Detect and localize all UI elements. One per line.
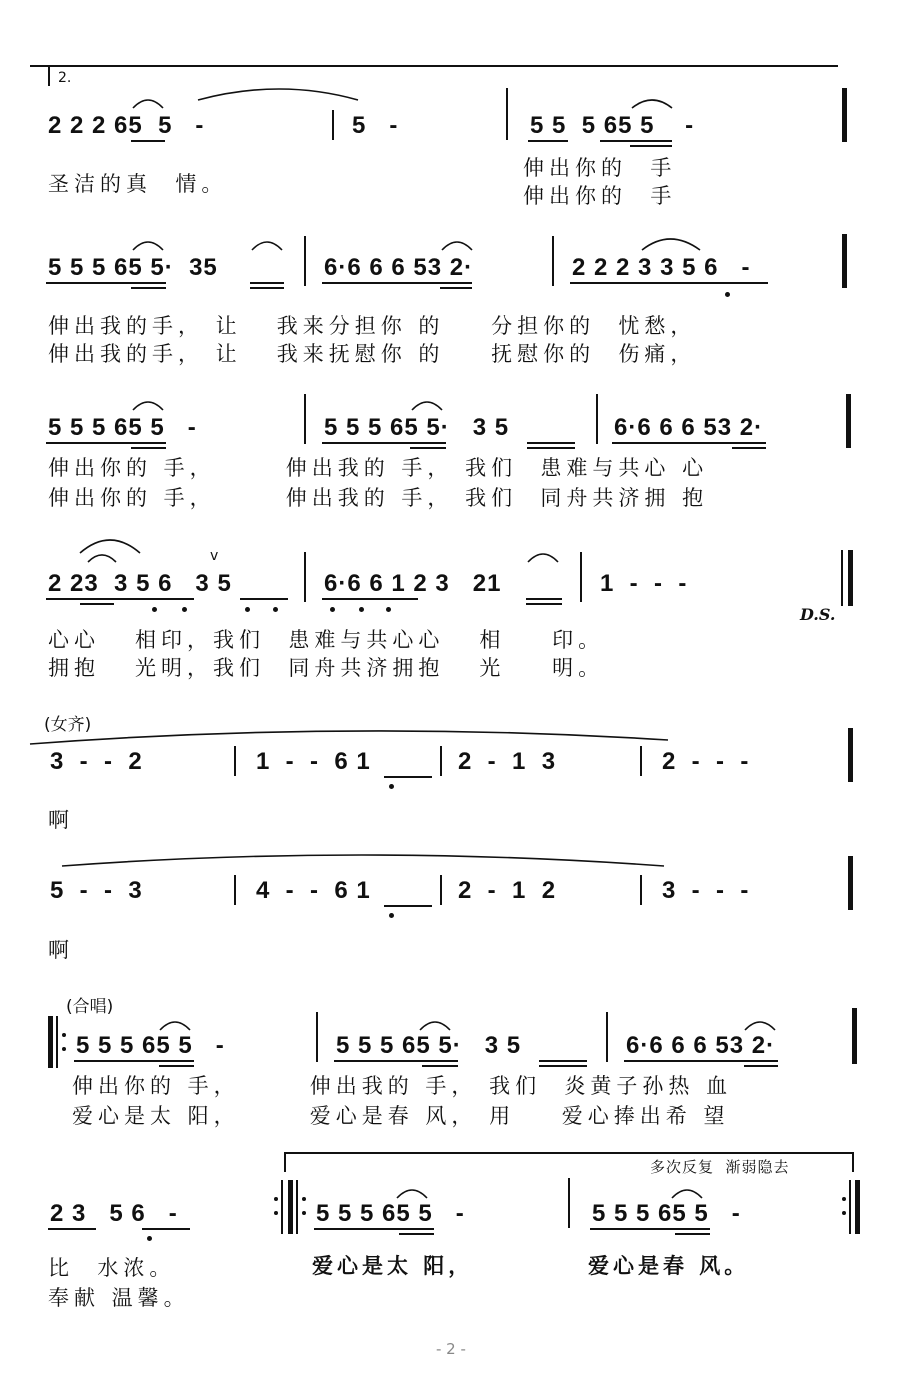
dot-below	[245, 607, 250, 612]
repeat-start-thin	[56, 1016, 58, 1068]
lyric-row5: 啊	[48, 808, 74, 832]
notation-row6-m1: 5 - - 3	[50, 877, 143, 904]
section-label-female: (女齐)	[44, 715, 92, 735]
barline-thick	[848, 728, 853, 782]
lyric-row3-line2: 伸出你的 手， 伸出我的 手， 我们 同舟共济拥 抱	[48, 486, 709, 510]
underline	[80, 603, 114, 605]
barline-thick	[846, 394, 851, 448]
final-barline	[848, 550, 853, 606]
lyric-row8-c: 爱心是春 风。	[588, 1254, 750, 1278]
underline	[539, 1060, 587, 1062]
section-label-chorus: (合唱)	[66, 997, 114, 1017]
underline	[142, 1228, 190, 1230]
underline	[675, 1233, 710, 1235]
underline	[74, 1060, 194, 1062]
volta-bracket-top	[284, 1152, 854, 1154]
repeat-dot	[842, 1197, 846, 1201]
notation-row2-m2: 6·6 6 6 53 2·	[324, 254, 474, 281]
barline	[596, 394, 598, 444]
barline	[332, 110, 334, 140]
barline	[304, 552, 306, 602]
notation-row4-m2: 6·6 6 1 2 3 21	[324, 570, 502, 597]
notation-row5-m2: 1 - - 6 1	[256, 748, 371, 775]
repeat-start-thick	[48, 1016, 53, 1068]
underline	[399, 1233, 434, 1235]
dot-below	[389, 784, 394, 789]
notation-row1-m1: 2 2 2 65 5 -	[48, 112, 205, 139]
barline	[304, 394, 306, 444]
underline	[48, 1228, 96, 1230]
dot-below	[330, 607, 335, 612]
lyric-row1-a: 圣洁的真 情。	[48, 172, 228, 196]
underline	[384, 905, 432, 907]
underline	[384, 776, 432, 778]
barline	[552, 236, 554, 286]
underline	[334, 1060, 458, 1062]
dot-below	[386, 607, 391, 612]
underline	[539, 1065, 587, 1067]
underline	[322, 598, 418, 600]
barline-thick	[852, 1008, 857, 1064]
underline	[744, 1065, 778, 1067]
dot-below	[359, 607, 364, 612]
notation-row6-m2: 4 - - 6 1	[256, 877, 371, 904]
breath-mark: v	[210, 548, 219, 564]
repeat-dot	[302, 1211, 306, 1215]
underline	[314, 1228, 434, 1230]
notation-row2-m1: 5 5 5 65 5· 35	[48, 254, 218, 281]
barline	[580, 552, 582, 602]
lyric-row2-line1: 伸出我的手， 让 我来分担你 的 分担你的 忧愁，	[48, 314, 697, 338]
underline	[410, 447, 446, 449]
lyric-row6: 啊	[48, 938, 74, 962]
lyric-row8-b: 爱心是太 阳，	[312, 1254, 474, 1278]
notation-row7-m1: 5 5 5 65 5 -	[76, 1032, 225, 1059]
barline	[568, 1178, 570, 1228]
repeat-dot	[62, 1033, 66, 1037]
underline	[250, 282, 284, 284]
underline	[527, 447, 575, 449]
barline	[234, 746, 236, 776]
notation-row5-m4: 2 - - -	[662, 748, 750, 775]
notation-row3-m1: 5 5 5 65 5 -	[48, 414, 197, 441]
underline	[732, 447, 766, 449]
barline-thick	[842, 88, 847, 142]
lyric-row8-line2: 奉献 温馨。	[48, 1286, 190, 1310]
underline	[46, 598, 194, 600]
underline	[624, 1060, 778, 1062]
repeat-dot	[274, 1197, 278, 1201]
underline	[131, 447, 166, 449]
barline	[640, 875, 642, 905]
dot-below	[147, 1236, 152, 1241]
lyric-row4-line2: 拥抱 光明，我们 同舟共济拥抱 光 明。	[48, 656, 605, 680]
notation-row1-m2: 5 -	[352, 112, 399, 139]
underline	[528, 140, 568, 142]
page-number: - 2 -	[436, 1340, 466, 1358]
underline	[526, 598, 562, 600]
volta-instruction: 多次反复 渐弱隐去	[650, 1158, 790, 1176]
underline	[440, 287, 472, 289]
volta-bracket-start	[284, 1152, 286, 1172]
repeat-end-thick	[855, 1180, 860, 1234]
barline	[234, 875, 236, 905]
volta-2-label: 2.	[58, 70, 72, 86]
lyric-row2-line2: 伸出我的手， 让 我来抚慰你 的 抚慰你的 伤痛，	[48, 342, 697, 366]
underline	[131, 287, 166, 289]
dot-below	[273, 607, 278, 612]
underline	[422, 1065, 458, 1067]
notation-row5-m1: 3 - - 2	[50, 748, 143, 775]
barline	[640, 746, 642, 776]
repeat-dot	[62, 1047, 66, 1051]
underline	[612, 442, 766, 444]
repeat-dot	[302, 1197, 306, 1201]
underline	[527, 442, 575, 444]
barline	[316, 1012, 318, 1062]
underline	[131, 140, 165, 142]
notation-row1-m3: 5 5 5 65 5 -	[530, 112, 695, 139]
lyric-row7-line1: 伸出你的 手， 伸出我的 手， 我们 炎黄子孙热 血	[72, 1074, 733, 1098]
underline	[46, 442, 166, 444]
underline	[322, 442, 446, 444]
underline	[240, 598, 288, 600]
lyric-row3-line1: 伸出你的 手， 伸出我的 手， 我们 患难与共心 心	[48, 456, 709, 480]
repeat-end-thin	[849, 1180, 851, 1234]
barline	[606, 1012, 608, 1062]
barline	[506, 88, 508, 140]
notation-row4-m3: 1 - - -	[600, 570, 688, 597]
dot-below	[182, 607, 187, 612]
barline-thick	[848, 856, 853, 910]
lyric-row1-c: 伸出你的 手	[523, 184, 677, 208]
underline	[322, 282, 472, 284]
notation-row2-m3: 2 2 2 3 3 5 6 -	[572, 254, 751, 281]
underline	[600, 140, 672, 142]
repeat-end-thick	[288, 1180, 293, 1234]
lyric-row7-line2: 爱心是太 阳， 爱心是春 风， 用 爱心捧出希 望	[72, 1104, 730, 1128]
volta-bracket-end	[852, 1152, 854, 1172]
barline-thick	[842, 234, 847, 288]
repeat-end-thin	[281, 1180, 283, 1234]
notation-row8-m2: 5 5 5 65 5 -	[316, 1200, 465, 1227]
notation-row3-m3: 6·6 6 6 53 2·	[614, 414, 764, 441]
barline	[304, 236, 306, 286]
underline	[526, 603, 562, 605]
notation-row6-m3: 2 - 1 2	[458, 877, 557, 904]
underline	[570, 282, 768, 284]
underline	[630, 145, 672, 147]
lyric-row4-line1: 心心 相印，我们 患难与共心心 相 印。	[48, 628, 605, 652]
notation-row7-m2: 5 5 5 65 5· 3 5	[336, 1032, 522, 1059]
final-barline-thin	[841, 550, 843, 606]
barline	[440, 746, 442, 776]
underline	[159, 1065, 194, 1067]
barline	[440, 875, 442, 905]
lyric-row1-b: 伸出你的 手	[523, 156, 677, 180]
notation-row6-m4: 3 - - -	[662, 877, 750, 904]
repeat-dot	[274, 1211, 278, 1215]
repeat-dot	[842, 1211, 846, 1215]
dot-below	[725, 292, 730, 297]
lyric-row8-a: 比 水浓。	[48, 1256, 176, 1280]
underline	[590, 1228, 710, 1230]
notation-row7-m3: 6·6 6 6 53 2·	[626, 1032, 776, 1059]
dot-below	[152, 607, 157, 612]
underline	[46, 282, 166, 284]
notation-row8-m1: 2 3 5 6 -	[50, 1200, 178, 1227]
notation-row3-m2: 5 5 5 65 5· 3 5	[324, 414, 510, 441]
notation-row4-m1: 2 23 3 5 6 3 5	[48, 570, 232, 597]
underline	[250, 287, 284, 289]
repeat-start-thin-2	[296, 1180, 298, 1234]
notation-row5-m3: 2 - 1 3	[458, 748, 557, 775]
dot-below	[389, 913, 394, 918]
ds-mark: D.S.	[800, 605, 836, 624]
notation-row8-m3: 5 5 5 65 5 -	[592, 1200, 741, 1227]
